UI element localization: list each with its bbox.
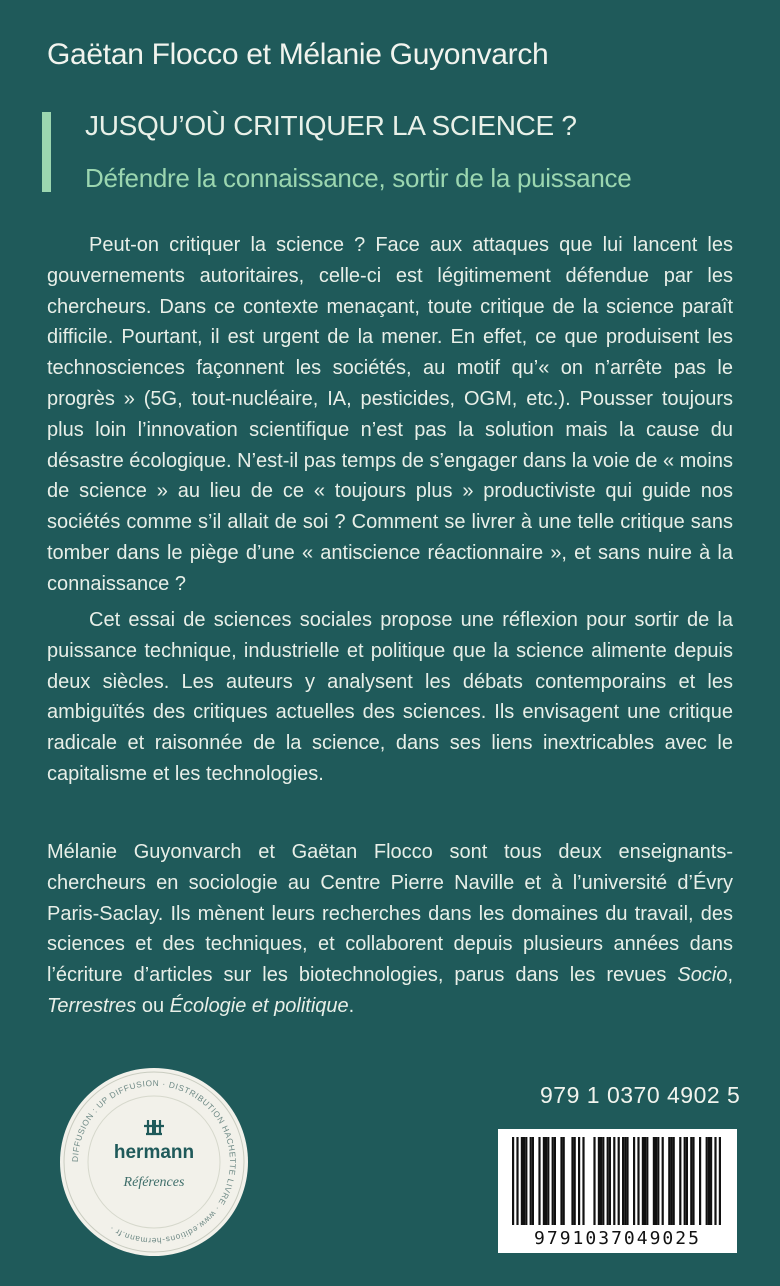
barcode-bar [657, 1137, 659, 1225]
barcode-bar [653, 1137, 655, 1225]
barcode-bar [560, 1137, 562, 1225]
publisher-seal [60, 1068, 248, 1256]
barcode-bar [521, 1137, 523, 1225]
barcode-bar [644, 1137, 646, 1225]
barcode-bar [708, 1137, 710, 1225]
barcode-bar [618, 1137, 620, 1225]
barcode-bar [578, 1137, 580, 1225]
barcode-bar [670, 1137, 672, 1225]
barcode-bar [622, 1137, 624, 1225]
barcode-bar [530, 1137, 532, 1225]
book-subtitle: Défendre la connaissance, sortir de la puissance [85, 163, 632, 193]
barcode-bar [602, 1137, 604, 1225]
barcode-bar [690, 1137, 692, 1225]
barcode-bar [624, 1137, 626, 1225]
journal-socio: Socio [677, 964, 728, 987]
barcode-bar [523, 1137, 525, 1225]
barcode-bar [547, 1137, 549, 1225]
authors-bio [47, 837, 733, 1022]
barcode-bar [673, 1137, 675, 1225]
barcode-digits: 9791037049025 [534, 1228, 701, 1249]
barcode-bar [571, 1137, 573, 1225]
journal-terrestres: Terrestres [47, 994, 137, 1017]
barcode-bar [545, 1137, 547, 1225]
barcode-bar [563, 1137, 565, 1225]
barcode-bar [525, 1137, 527, 1225]
journal-ecologie-et-politique: Écologie et politique [169, 994, 349, 1017]
barcode-bar [637, 1137, 639, 1225]
barcode-bar [626, 1137, 628, 1225]
barcode-bar [719, 1137, 721, 1225]
isbn: 979 1 0370 4902 5 [540, 1082, 741, 1108]
barcode-bar [633, 1137, 635, 1225]
barcode-bar [554, 1137, 556, 1225]
barcode-bar [543, 1137, 545, 1225]
barcode-bar [710, 1137, 712, 1225]
barcode-bar [609, 1137, 611, 1225]
barcode [498, 1129, 737, 1253]
seal-ring-text: DIFFUSION : UP DIFFUSION · DISTRIBUTION HACHETTE LIVRE · www.editions-hermann.fr · [69, 1077, 239, 1247]
barcode-bar [552, 1137, 554, 1225]
bio-separator: ou [136, 994, 170, 1017]
bio-text: Mélanie Guyonvarch et Gaëtan Flocco sont tous deux enseignants-chercheurs en sociologie au Centre Pierre Naville et à l’université d’Évry Paris-Saclay. Ils mènent leurs recherches dans les domaines du travail, des sciences et des techniques, et collaborent depuis plusieurs années dans l’écriture d’articles sur les biotechnologies, parus dans les revues [47, 841, 733, 987]
bio-end: . [348, 994, 355, 1017]
barcode-bar [593, 1137, 595, 1225]
barcode-bar [646, 1137, 648, 1225]
barcode-bar [600, 1137, 602, 1225]
barcode-bar [668, 1137, 670, 1225]
barcode-bar [679, 1137, 681, 1225]
barcode-bar [582, 1137, 584, 1225]
barcode-bar [538, 1137, 540, 1225]
barcode-bar [692, 1137, 694, 1225]
seal-collection: Références [123, 1175, 185, 1190]
barcode-bar [642, 1137, 644, 1225]
barcode-bar [655, 1137, 657, 1225]
barcode-bar [706, 1137, 708, 1225]
seal-brand: hermann [113, 1142, 195, 1163]
barcode-bar [699, 1137, 701, 1225]
barcode-bar [516, 1137, 518, 1225]
barcode-bar [686, 1137, 688, 1225]
authors: Gaëtan Flocco et Mélanie Guyonvarch [47, 38, 549, 71]
barcode-bar [512, 1137, 514, 1225]
summary-paragraph-2: Cet essai de sciences sociales propose une réflexion pour sortir de la puissance technique, industrielle et politique que la science alimente depuis deux siècles. Les auteurs y analysent les débats contemporains et les ambiguïtés des critiques actuelles des sciences. Ils envisagent une critique radicale et raisonnée de la science, dans ses liens inextricables avec le capitalisme et les technologies. [47, 609, 733, 785]
summary-paragraph-1: Peut-on critiquer la science ? Face aux attaques que lui lancent les gouvernements autoritaires, celle-ci est légitimement défendue par les chercheurs. Dans ce contexte menaçant, toute critique de la science paraît difficile. Pourtant, il est urgent de la mener. En effet, ce que produisent les technosciences façonnent les sociétés, au motif qu’« on n’arrête pas le progrès » (5G, tout-nucléaire, IA, pesticides, OGM, etc.). Pousser toujours plus loin l’innovation scientifique n’est pas la solution mais la cause du désastre écologique. N’est-il pas temps de s’engager dans la voie de « moins de science » au lieu de ce « toujours plus » productiviste qui guide nos sociétés comme s’il allait de soi ? Comment se livrer à une telle critique sans tomber dans le piège d’une « antiscience réactionnaire », et sans nuire à la connaissance ? [47, 234, 733, 595]
hermann-logo-icon [144, 1120, 164, 1134]
barcode-bar [532, 1137, 534, 1225]
bio-separator: , [727, 964, 733, 987]
barcode-bar [714, 1137, 716, 1225]
barcode-bar [662, 1137, 664, 1225]
barcode-bar [574, 1137, 576, 1225]
barcode-bar [598, 1137, 600, 1225]
barcode-bar [613, 1137, 615, 1225]
barcode-bar [607, 1137, 609, 1225]
title-accent-bar [42, 112, 51, 192]
book-title: JUSQU’OÙ CRITIQUER LA SCIENCE ? [85, 110, 577, 141]
barcode-bar [684, 1137, 686, 1225]
publisher-seal-graphic [60, 1068, 248, 1256]
